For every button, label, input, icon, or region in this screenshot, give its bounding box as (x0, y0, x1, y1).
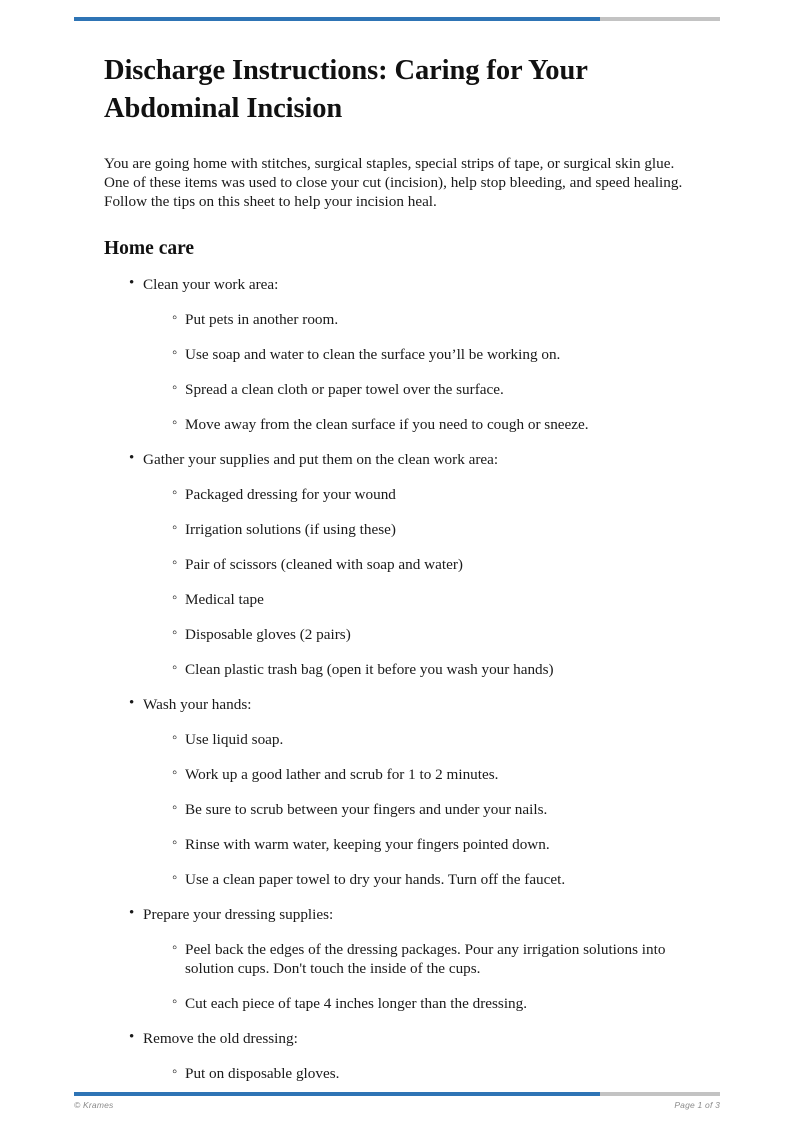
document-content (104, 52, 700, 1083)
list-item (143, 870, 700, 889)
list-item-group (104, 275, 700, 434)
footer-page-number: Page 1 of 3 (674, 1100, 720, 1110)
list-item-text: ◦ Clean plastic trash bag (open it before you wash your hands) (185, 660, 700, 679)
list-item (143, 555, 700, 574)
group-label: • Clean your work area: (143, 275, 700, 294)
section-heading-home-care: Home care (104, 238, 195, 259)
list-item (143, 730, 700, 749)
list-group-spacer (104, 1013, 700, 1029)
sub-list (143, 1064, 700, 1083)
intro-paragraph: You are going home with stitches, surgical staples, special strips of tape, or surgical skin glue. One of these items was used to close your cut (incision), help stop bleeding, and speed healing. Follow the tips on this sheet to help your incision heal. (104, 155, 683, 210)
list-item-text: ◦ Medical tape (185, 590, 700, 609)
list-item (143, 940, 700, 978)
list-item (143, 415, 700, 434)
list-item (143, 765, 700, 784)
footer-rule-gray-segment (600, 1092, 720, 1096)
sub-list (143, 485, 700, 679)
list-item-text: ◦ Disposable gloves (2 pairs) (185, 625, 700, 644)
list-item-text: ◦ Work up a good lather and scrub for 1 to 2 minutes. (185, 765, 700, 784)
sub-list (143, 940, 700, 1013)
list-item-text: ◦ Packaged dressing for your wound (185, 485, 700, 504)
list-group-spacer (104, 889, 700, 905)
list-item-text: ◦ Pair of scissors (cleaned with soap and water) (185, 555, 700, 574)
footer-rule (74, 1092, 720, 1096)
list-item (143, 345, 700, 364)
list-item-text: ◦ Spread a clean cloth or paper towel over the surface. (185, 380, 700, 399)
list-item (143, 800, 700, 819)
list-item-group (104, 1029, 700, 1083)
page-footer (74, 1100, 720, 1110)
footer-rule-blue-segment (74, 1092, 600, 1096)
list-item-text: ◦ Peel back the edges of the dressing packages. Pour any irrigation solutions into solution cups. Don't touch the inside of the cups. (185, 940, 700, 978)
header-rule (74, 17, 720, 21)
list-item-text: ◦ Put on disposable gloves. (185, 1064, 700, 1083)
page-title: Discharge Instructions: Caring for Your Abdominal Incision (104, 55, 588, 124)
group-label: • Prepare your dressing supplies: (143, 905, 700, 924)
list-item-group (104, 905, 700, 1013)
sub-list (143, 310, 700, 434)
group-label: • Remove the old dressing: (143, 1029, 700, 1048)
list-item-text: ◦ Move away from the clean surface if you need to cough or sneeze. (185, 415, 700, 434)
list-item (143, 660, 700, 679)
list-item (143, 835, 700, 854)
list-item-text: ◦ Use liquid soap. (185, 730, 700, 749)
list-item (143, 380, 700, 399)
list-item (143, 625, 700, 644)
group-label: • Gather your supplies and put them on the clean work area: (143, 450, 700, 469)
list-item-text: ◦ Use soap and water to clean the surface you’ll be working on. (185, 345, 700, 364)
list-item-text: ◦ Cut each piece of tape 4 inches longer than the dressing. (185, 994, 700, 1013)
list-item (143, 994, 700, 1013)
list-item-text: ◦ Use a clean paper towel to dry your hands. Turn off the faucet. (185, 870, 700, 889)
header-rule-gray-segment (600, 17, 720, 21)
list-item-text: ◦ Irrigation solutions (if using these) (185, 520, 700, 539)
list-item-text: ◦ Put pets in another room. (185, 310, 700, 329)
list-item (143, 520, 700, 539)
list-item-group (104, 450, 700, 679)
home-care-list (104, 275, 700, 1083)
list-item-text: ◦ Rinse with warm water, keeping your fingers pointed down. (185, 835, 700, 854)
list-item (143, 1064, 700, 1083)
list-group-spacer (104, 679, 700, 695)
sub-list (143, 730, 700, 889)
list-item-group (104, 695, 700, 889)
list-item-text: ◦ Be sure to scrub between your fingers and under your nails. (185, 800, 700, 819)
list-item (143, 485, 700, 504)
group-label: • Wash your hands: (143, 695, 700, 714)
footer-copyright: © Krames (74, 1100, 114, 1110)
list-item (143, 310, 700, 329)
header-rule-blue-segment (74, 17, 600, 21)
list-group-spacer (104, 434, 700, 450)
list-item (143, 590, 700, 609)
